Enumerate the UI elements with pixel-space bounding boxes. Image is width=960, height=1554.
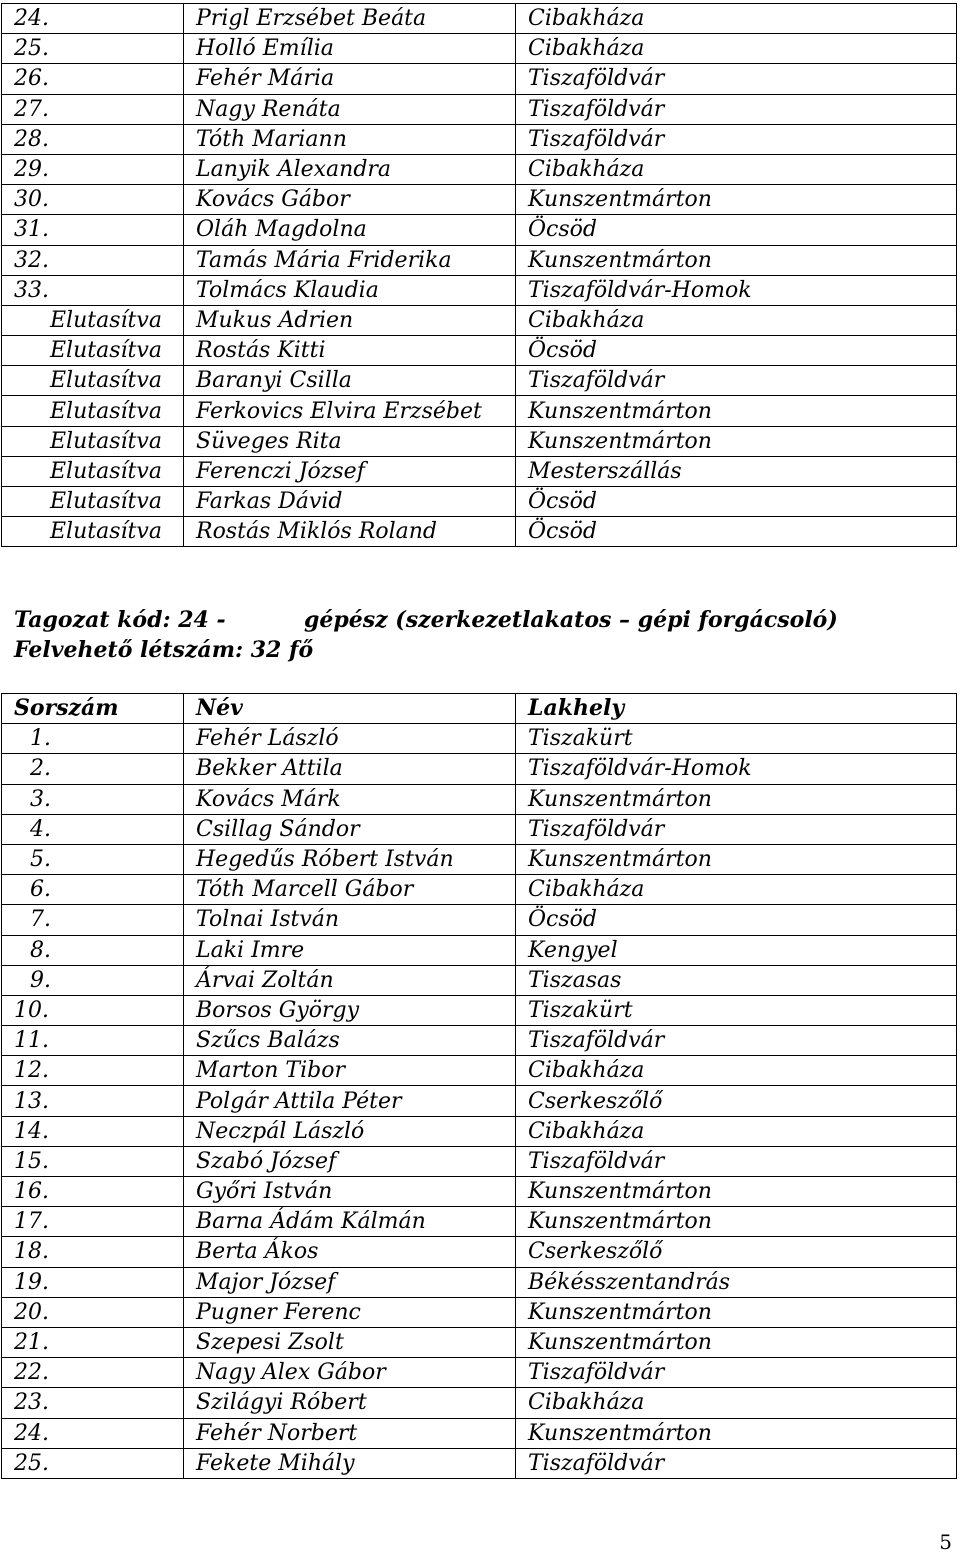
row-number: 33. bbox=[2, 275, 184, 305]
row-residence: Kengyel bbox=[516, 935, 957, 965]
row-number: 19. bbox=[2, 1267, 184, 1297]
row-name: Neczpál László bbox=[184, 1116, 516, 1146]
table-row bbox=[2, 1207, 957, 1237]
row-number: 10. bbox=[2, 995, 184, 1025]
table-row bbox=[2, 754, 957, 784]
table-row bbox=[2, 844, 957, 874]
row-residence: Tiszaföldvár bbox=[516, 94, 957, 124]
row-residence: Kunszentmárton bbox=[516, 1297, 957, 1327]
row-name: Fehér László bbox=[184, 724, 516, 754]
table-row bbox=[2, 396, 957, 426]
table-row bbox=[2, 34, 957, 64]
row-residence: Tiszaföldvár bbox=[516, 124, 957, 154]
section-code: Tagozat kód: 24 - bbox=[14, 607, 226, 633]
row-residence: Kunszentmárton bbox=[516, 245, 957, 275]
row-number: 8. bbox=[2, 935, 184, 965]
row-name: Rostás Kitti bbox=[184, 336, 516, 366]
row-residence: Tiszaföldvár bbox=[516, 366, 957, 396]
table-row bbox=[2, 4, 957, 34]
row-residence: Tiszaföldvár bbox=[516, 1448, 957, 1478]
row-name: Marton Tibor bbox=[184, 1056, 516, 1086]
row-residence: Cibakháza bbox=[516, 154, 957, 184]
row-name: Nagy Renáta bbox=[184, 94, 516, 124]
row-residence: Cibakháza bbox=[516, 34, 957, 64]
table-row bbox=[2, 1026, 957, 1056]
row-name: Szepesi Zsolt bbox=[184, 1327, 516, 1357]
row-name: Rostás Miklós Roland bbox=[184, 517, 516, 547]
row-residence: Cibakháza bbox=[516, 1388, 957, 1418]
section-capacity: Felvehető létszám: 32 fő bbox=[14, 637, 314, 663]
row-residence: Öcsöd bbox=[516, 905, 957, 935]
row-name: Szűcs Balázs bbox=[184, 1026, 516, 1056]
row-residence: Kunszentmárton bbox=[516, 844, 957, 874]
row-number: 9. bbox=[2, 965, 184, 995]
row-residence: Mesterszállás bbox=[516, 456, 957, 486]
row-number: 25. bbox=[2, 34, 184, 64]
row-residence: Tiszakürt bbox=[516, 724, 957, 754]
row-residence: Kunszentmárton bbox=[516, 1177, 957, 1207]
row-residence: Kunszentmárton bbox=[516, 1207, 957, 1237]
row-number: Elutasítva bbox=[2, 336, 184, 366]
row-residence: Békésszentandrás bbox=[516, 1267, 957, 1297]
table-row bbox=[2, 1297, 957, 1327]
row-name: Szilágyi Róbert bbox=[184, 1388, 516, 1418]
row-number: 1. bbox=[2, 724, 184, 754]
table-row bbox=[2, 1116, 957, 1146]
row-number: 18. bbox=[2, 1237, 184, 1267]
table-row bbox=[2, 905, 957, 935]
row-residence: Öcsöd bbox=[516, 517, 957, 547]
table-row bbox=[2, 1177, 957, 1207]
table-row bbox=[2, 185, 957, 215]
row-number: 12. bbox=[2, 1056, 184, 1086]
row-name: Fehér Norbert bbox=[184, 1418, 516, 1448]
row-name: Oláh Magdolna bbox=[184, 215, 516, 245]
row-name: Tóth Mariann bbox=[184, 124, 516, 154]
row-number: Elutasítva bbox=[2, 456, 184, 486]
row-number: 30. bbox=[2, 185, 184, 215]
row-name: Farkas Dávid bbox=[184, 487, 516, 517]
row-number: 20. bbox=[2, 1297, 184, 1327]
row-residence: Tiszaföldvár bbox=[516, 1146, 957, 1176]
row-name: Árvai Zoltán bbox=[184, 965, 516, 995]
mechanic-table-body bbox=[2, 694, 957, 1479]
table-row bbox=[2, 814, 957, 844]
row-number: 26. bbox=[2, 64, 184, 94]
row-name: Bekker Attila bbox=[184, 754, 516, 784]
row-number: Elutasítva bbox=[2, 487, 184, 517]
row-number: 29. bbox=[2, 154, 184, 184]
header-number: Sorszám bbox=[2, 694, 184, 724]
row-number: Elutasítva bbox=[2, 366, 184, 396]
table-row bbox=[2, 215, 957, 245]
row-name: Borsos György bbox=[184, 995, 516, 1025]
table-row bbox=[2, 245, 957, 275]
row-number: 15. bbox=[2, 1146, 184, 1176]
table-row bbox=[2, 1358, 957, 1388]
table-row bbox=[2, 1086, 957, 1116]
row-residence: Cibakháza bbox=[516, 875, 957, 905]
row-number: 24. bbox=[2, 1418, 184, 1448]
row-name: Ferkovics Elvira Erzsébet bbox=[184, 396, 516, 426]
table-row bbox=[2, 336, 957, 366]
row-residence: Tiszaföldvár bbox=[516, 64, 957, 94]
table-row bbox=[2, 275, 957, 305]
row-name: Tamás Mária Friderika bbox=[184, 245, 516, 275]
row-number: 21. bbox=[2, 1327, 184, 1357]
row-residence: Kunszentmárton bbox=[516, 185, 957, 215]
row-number: 24. bbox=[2, 4, 184, 34]
row-name: Barna Ádám Kálmán bbox=[184, 1207, 516, 1237]
table-row bbox=[2, 94, 957, 124]
table-row bbox=[2, 1418, 957, 1448]
page-number: 5 bbox=[939, 1530, 952, 1554]
row-name: Ferenczi József bbox=[184, 456, 516, 486]
table-row bbox=[2, 1237, 957, 1267]
row-number: 11. bbox=[2, 1026, 184, 1056]
row-residence: Kunszentmárton bbox=[516, 784, 957, 814]
row-name: Fekete Mihály bbox=[184, 1448, 516, 1478]
table-row bbox=[2, 517, 957, 547]
header-name: Név bbox=[184, 694, 516, 724]
table-row bbox=[2, 875, 957, 905]
row-residence: Tiszaföldvár bbox=[516, 1358, 957, 1388]
row-number: Elutasítva bbox=[2, 426, 184, 456]
row-residence: Cibakháza bbox=[516, 1116, 957, 1146]
row-residence: Kunszentmárton bbox=[516, 1418, 957, 1448]
row-name: Berta Ákos bbox=[184, 1237, 516, 1267]
row-name: Nagy Alex Gábor bbox=[184, 1358, 516, 1388]
table-row bbox=[2, 124, 957, 154]
row-name: Csillag Sándor bbox=[184, 814, 516, 844]
row-number: 6. bbox=[2, 875, 184, 905]
row-name: Győri István bbox=[184, 1177, 516, 1207]
table-row bbox=[2, 426, 957, 456]
row-residence: Cserkeszőlő bbox=[516, 1086, 957, 1116]
row-number: 2. bbox=[2, 754, 184, 784]
row-number: 13. bbox=[2, 1086, 184, 1116]
row-residence: Tiszaföldvár bbox=[516, 814, 957, 844]
table-row bbox=[2, 487, 957, 517]
applicants-table-body bbox=[2, 4, 957, 547]
row-name: Lanyik Alexandra bbox=[184, 154, 516, 184]
row-name: Fehér Mária bbox=[184, 64, 516, 94]
row-number: 14. bbox=[2, 1116, 184, 1146]
row-name: Kovács Gábor bbox=[184, 185, 516, 215]
row-residence: Kunszentmárton bbox=[516, 396, 957, 426]
row-name: Pugner Ferenc bbox=[184, 1297, 516, 1327]
row-residence: Tiszaföldvár-Homok bbox=[516, 275, 957, 305]
row-number: 3. bbox=[2, 784, 184, 814]
row-name: Mukus Adrien bbox=[184, 305, 516, 335]
row-residence: Tiszakürt bbox=[516, 995, 957, 1025]
row-name: Szabó József bbox=[184, 1146, 516, 1176]
row-residence: Kunszentmárton bbox=[516, 1327, 957, 1357]
table-row bbox=[2, 935, 957, 965]
row-name: Süveges Rita bbox=[184, 426, 516, 456]
row-name: Holló Emília bbox=[184, 34, 516, 64]
row-residence: Tiszaföldvár bbox=[516, 1026, 957, 1056]
row-number: Elutasítva bbox=[2, 517, 184, 547]
section-program: gépész (szerkezetlakatos – gépi forgácsoló) bbox=[304, 607, 838, 633]
row-number: 23. bbox=[2, 1388, 184, 1418]
row-name: Tolmács Klaudia bbox=[184, 275, 516, 305]
row-name: Polgár Attila Péter bbox=[184, 1086, 516, 1116]
row-residence: Öcsöd bbox=[516, 487, 957, 517]
row-number: Elutasítva bbox=[2, 305, 184, 335]
row-name: Tóth Marcell Gábor bbox=[184, 875, 516, 905]
row-name: Major József bbox=[184, 1267, 516, 1297]
table-row bbox=[2, 1448, 957, 1478]
row-residence: Cibakháza bbox=[516, 305, 957, 335]
table-row bbox=[2, 1388, 957, 1418]
section-heading bbox=[14, 605, 838, 635]
row-number: 32. bbox=[2, 245, 184, 275]
table-row bbox=[2, 784, 957, 814]
row-name: Kovács Márk bbox=[184, 784, 516, 814]
row-name: Prigl Erzsébet Beáta bbox=[184, 4, 516, 34]
row-name: Laki Imre bbox=[184, 935, 516, 965]
applicants-table-continued bbox=[1, 3, 957, 547]
row-residence: Tiszaföldvár-Homok bbox=[516, 754, 957, 784]
table-row bbox=[2, 724, 957, 754]
row-number: Elutasítva bbox=[2, 396, 184, 426]
row-number: 5. bbox=[2, 844, 184, 874]
table-row bbox=[2, 64, 957, 94]
row-name: Hegedűs Róbert István bbox=[184, 844, 516, 874]
row-number: 28. bbox=[2, 124, 184, 154]
table-row bbox=[2, 1146, 957, 1176]
table-row bbox=[2, 995, 957, 1025]
row-name: Tolnai István bbox=[184, 905, 516, 935]
table-row bbox=[2, 154, 957, 184]
row-name: Baranyi Csilla bbox=[184, 366, 516, 396]
row-residence: Tiszasas bbox=[516, 965, 957, 995]
row-number: 4. bbox=[2, 814, 184, 844]
table-row bbox=[2, 1056, 957, 1086]
row-residence: Cibakháza bbox=[516, 1056, 957, 1086]
table-header-row bbox=[2, 694, 957, 724]
table-row bbox=[2, 1267, 957, 1297]
row-residence: Cserkeszőlő bbox=[516, 1237, 957, 1267]
table-row bbox=[2, 366, 957, 396]
row-number: 17. bbox=[2, 1207, 184, 1237]
row-residence: Öcsöd bbox=[516, 215, 957, 245]
table-row bbox=[2, 965, 957, 995]
mechanic-applicants-table bbox=[1, 693, 957, 1479]
row-number: 31. bbox=[2, 215, 184, 245]
table-row bbox=[2, 1327, 957, 1357]
row-number: 7. bbox=[2, 905, 184, 935]
row-number: 22. bbox=[2, 1358, 184, 1388]
row-number: 27. bbox=[2, 94, 184, 124]
row-residence: Cibakháza bbox=[516, 4, 957, 34]
table-row bbox=[2, 456, 957, 486]
row-number: 16. bbox=[2, 1177, 184, 1207]
row-number: 25. bbox=[2, 1448, 184, 1478]
row-residence: Kunszentmárton bbox=[516, 426, 957, 456]
table-row bbox=[2, 305, 957, 335]
row-residence: Öcsöd bbox=[516, 336, 957, 366]
header-residence: Lakhely bbox=[516, 694, 957, 724]
